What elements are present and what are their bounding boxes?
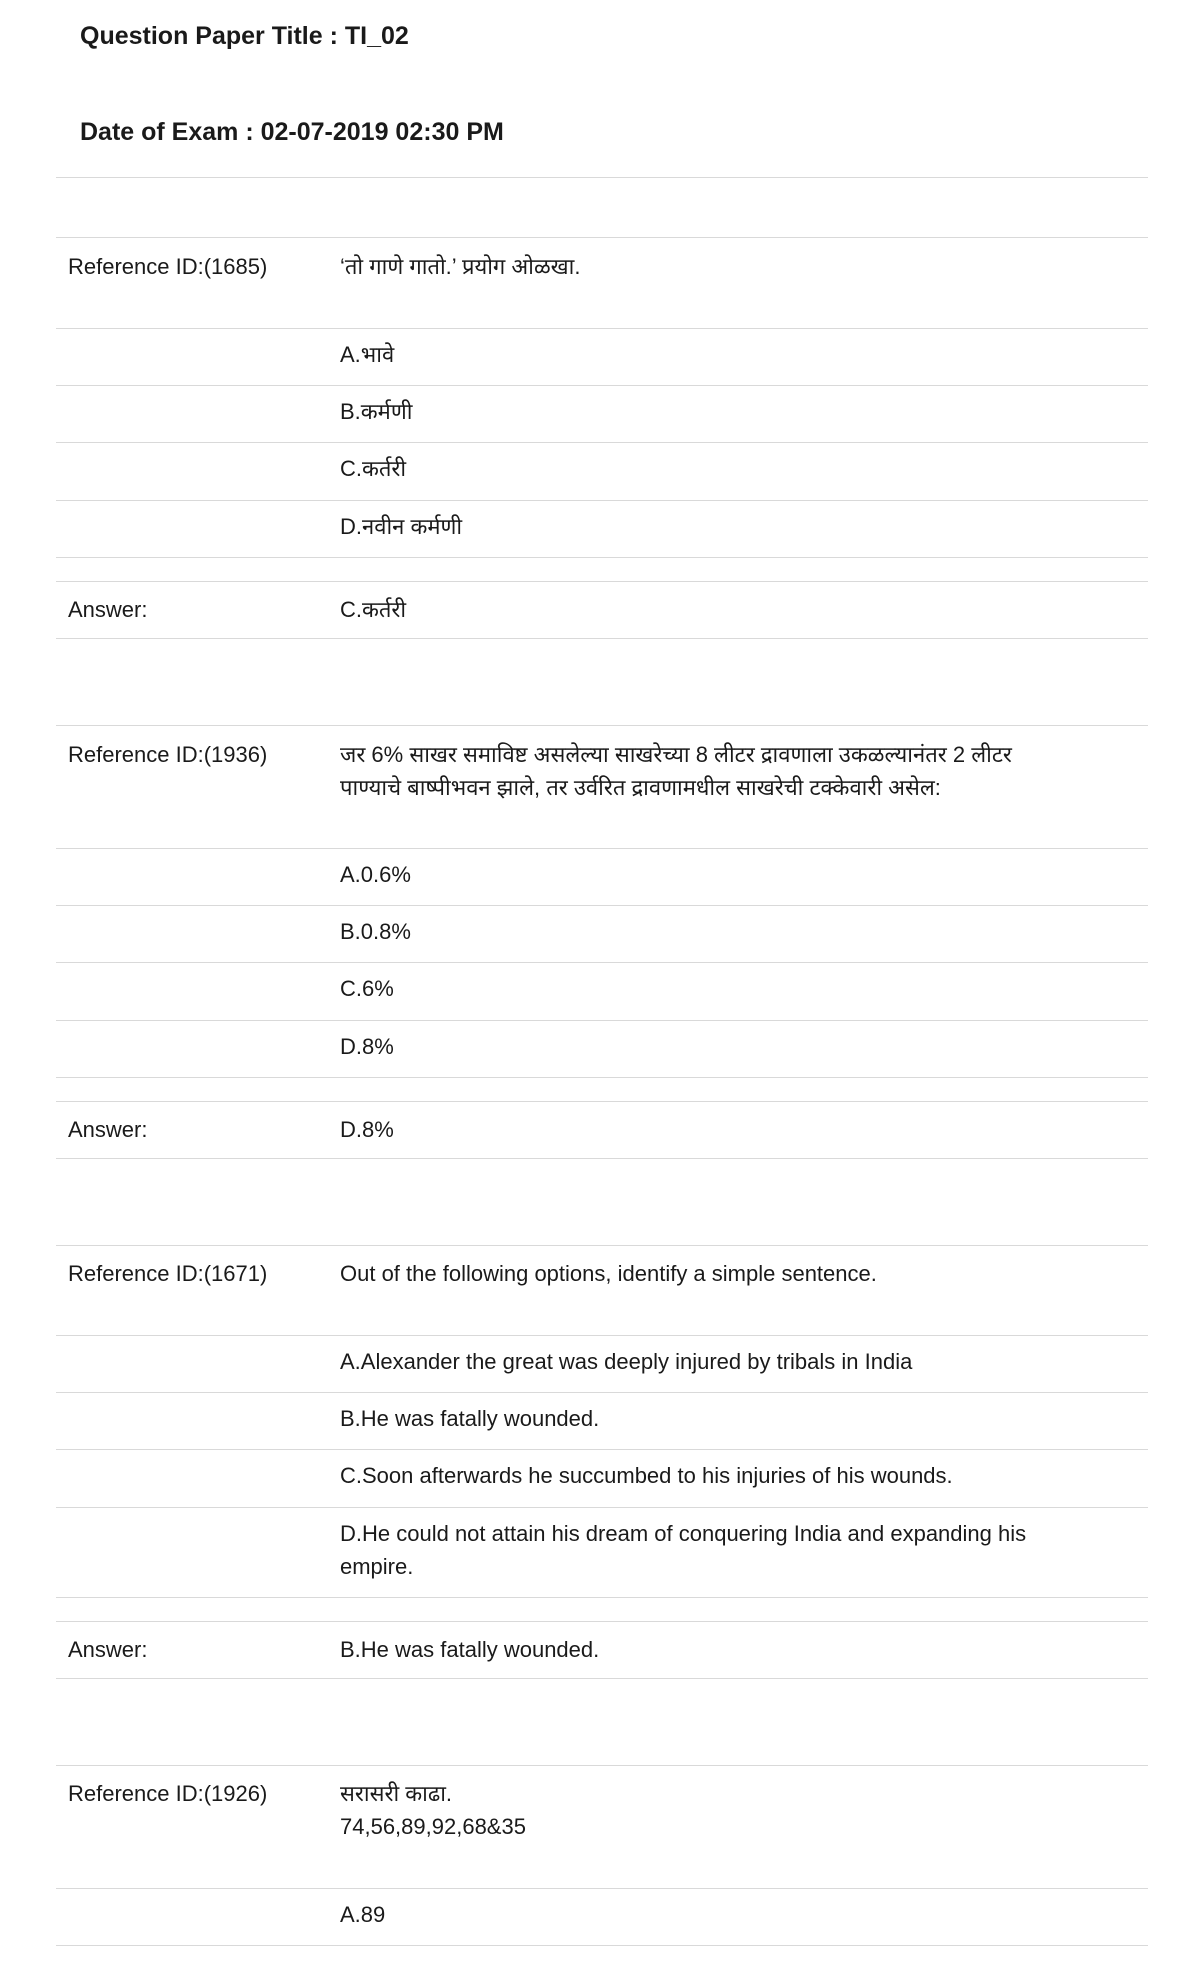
divider — [56, 328, 1148, 329]
divider — [56, 1392, 1148, 1393]
divider — [56, 442, 1148, 443]
divider — [56, 385, 1148, 386]
reference-id: Reference ID:(1936) — [68, 742, 268, 767]
divider — [56, 1335, 1148, 1336]
answer-label: Answer: — [68, 1117, 148, 1142]
question-text-line-2: 74,56,89,92,68&35 — [340, 1814, 526, 1839]
option-a: A.0.6% — [340, 862, 411, 887]
divider — [56, 725, 1148, 726]
option-b: B.कर्मणी — [340, 399, 413, 424]
option-b: B.0.8% — [340, 919, 411, 944]
reference-id: Reference ID:(1926) — [68, 1781, 268, 1806]
divider — [56, 237, 1148, 238]
question-text-line-1: सरासरी काढा. — [340, 1781, 453, 1806]
answer-value: C.कर्तरी — [340, 597, 407, 622]
divider — [56, 1597, 1148, 1598]
question-text-line-2: पाण्याचे बाष्पीभवन झाले, तर उर्वरित द्रावणामधील साखरेची टक्केवारी असेल: — [340, 775, 941, 800]
option-c: C.6% — [340, 976, 394, 1001]
reference-id: Reference ID:(1685) — [68, 254, 268, 279]
question-text-line-1: जर 6% साखर समाविष्ट असलेल्या साखरेच्या 8 लीटर द्रावणाला उकळल्यानंतर 2 लीटर — [340, 742, 1012, 767]
option-d: D.8% — [340, 1034, 394, 1059]
option-d: D.नवीन कर्मणी — [340, 514, 463, 539]
exam-date: Date of Exam : 02-07-2019 02:30 PM — [80, 118, 504, 146]
divider — [56, 638, 1148, 639]
option-d-continued: empire. — [340, 1554, 414, 1579]
option-c: C.कर्तरी — [340, 456, 407, 481]
option-a: A.89 — [340, 1902, 386, 1927]
divider — [56, 557, 1148, 558]
divider — [56, 848, 1148, 849]
reference-id: Reference ID:(1671) — [68, 1261, 268, 1286]
answer-label: Answer: — [68, 597, 148, 622]
divider — [56, 177, 1148, 178]
option-d: D.He could not attain his dream of conquering India and expanding his — [340, 1521, 1027, 1546]
divider — [56, 500, 1148, 501]
answer-value: D.8% — [340, 1117, 394, 1142]
divider — [56, 1101, 1148, 1102]
option-a: A.Alexander the great was deeply injured by tribals in India — [340, 1349, 913, 1374]
divider — [56, 1678, 1148, 1679]
option-c: C.Soon afterwards he succumbed to his injuries of his wounds. — [340, 1463, 953, 1488]
divider — [56, 1507, 1148, 1508]
answer-label: Answer: — [68, 1637, 148, 1662]
divider — [56, 1158, 1148, 1159]
divider — [56, 1449, 1148, 1450]
paper-title: Question Paper Title : TI_02 — [80, 22, 409, 50]
answer-value: B.He was fatally wounded. — [340, 1637, 600, 1662]
divider — [56, 1077, 1148, 1078]
divider — [56, 581, 1148, 582]
option-a: A.भावे — [340, 342, 395, 367]
divider — [56, 1621, 1148, 1622]
divider — [56, 962, 1148, 963]
divider — [56, 1945, 1148, 1946]
divider — [56, 1888, 1148, 1889]
divider — [56, 905, 1148, 906]
question-text: ‘तो गाणे गातो.’ प्रयोग ओळखा. — [340, 254, 581, 279]
option-b: B.He was fatally wounded. — [340, 1406, 600, 1431]
divider — [56, 1245, 1148, 1246]
divider — [56, 1020, 1148, 1021]
question-text: Out of the following options, identify a simple sentence. — [340, 1261, 877, 1286]
divider — [56, 1765, 1148, 1766]
